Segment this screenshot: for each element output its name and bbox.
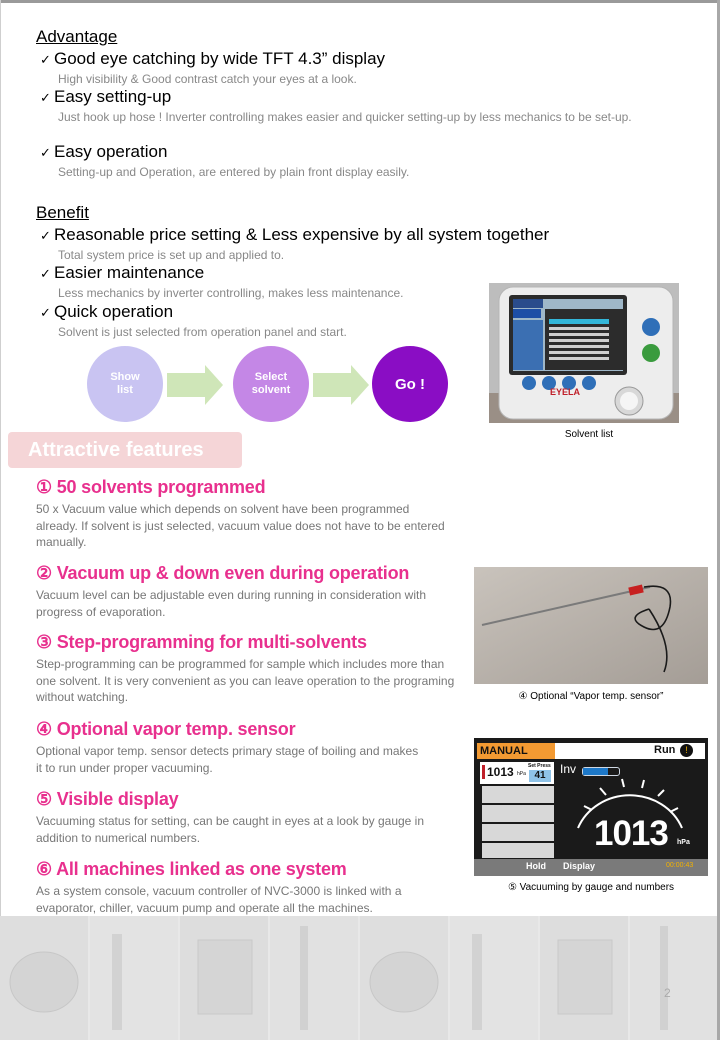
flow-step-text: solvent [251, 384, 291, 396]
feature-item [36, 789, 466, 846]
list-slot [482, 786, 554, 803]
feature-desc: 50 x Vacuum value which depends on solvent have been programmed already. If solvent is just selected, vacuum value does not have to be entered manually. [36, 502, 445, 549]
pressure-unit: hPa [517, 771, 526, 777]
big-pressure-unit: hPa [677, 839, 690, 846]
feature-title: ② Vacuum up & down even during operation [36, 563, 410, 583]
feature-desc: As a system console, vacuum controller of NVC-3000 is linked with a evaporator, chiller, vacuum pump and operate all the machines. [36, 884, 402, 915]
pressure-value: 1013 [487, 765, 514, 779]
page-border-top [0, 0, 720, 3]
status-label: Run [654, 744, 676, 756]
feature-title: ① 50 solvents programmed [36, 477, 266, 497]
advantage-item-head: Easy setting-up [54, 87, 172, 106]
feature-item [36, 563, 466, 620]
flow-step-show-list [87, 346, 163, 422]
attractive-features-banner: Attractive features [8, 432, 242, 468]
advantage-item [40, 49, 640, 88]
benefit-item-desc: Solvent is just selected from operation panel and start. [58, 325, 347, 339]
page-border-left [0, 0, 1, 1040]
flow-step-text: list [117, 384, 133, 396]
feature-item [36, 477, 466, 551]
advantage-item [40, 142, 640, 181]
list-slot [482, 824, 554, 841]
advantage-item-desc: Setting-up and Operation, are entered by plain front display easily. [58, 165, 410, 179]
check-icon: ✓ [40, 90, 51, 105]
benefit-item-desc: Total system price is set up and applied to. [58, 248, 285, 262]
mode-label: MANUAL [477, 743, 558, 759]
check-icon: ✓ [40, 145, 51, 160]
feature-desc: Step-programming can be programmed for sample which includes more than one solvent. It is very convenient as you can leave operation to the programing without watching. [36, 657, 455, 704]
feature-title: ④ Optional vapor temp. sensor [36, 719, 296, 739]
footer-product-photos [0, 916, 717, 1040]
hold-softkey[interactable]: Hold [526, 861, 546, 871]
solvent-list-caption: Solvent list [564, 429, 614, 440]
list-slot [482, 805, 554, 822]
feature-title: ③ Step-programming for multi-solvents [36, 632, 367, 652]
display-softkey[interactable]: Display [563, 861, 596, 871]
check-icon: ✓ [40, 228, 51, 243]
benefit-item-desc: Less mechanics by inverter controlling, makes less maintenance. [58, 286, 404, 300]
flow-step-select-solvent [233, 346, 309, 422]
solvent-list-photo [489, 283, 679, 423]
advantage-item [40, 87, 640, 126]
feature-desc: Vacuum level can be adjustable even during running in consideration with progress of evaporation. [36, 588, 427, 619]
advantage-item-head: Good eye catching by wide TFT 4.3” display [54, 49, 386, 68]
feature-desc: Optional vapor temp. sensor detects primary stage of boiling and makes it to run under proper vacuuming. [36, 744, 419, 775]
pressure-box [480, 762, 554, 784]
flow-step-go [372, 346, 448, 422]
feature-item [36, 719, 466, 776]
flow-step-text: Go ! [395, 375, 425, 393]
list-slot [482, 843, 554, 858]
feature-title: ⑥ All machines linked as one system [36, 859, 347, 879]
check-icon: ✓ [40, 266, 51, 281]
page-number: 2 [664, 986, 671, 1000]
feature-item [36, 859, 466, 916]
vapor-sensor-photo [474, 567, 708, 684]
advantage-item-desc: High visibility & Good contrast catch your eyes at a look. [58, 72, 357, 86]
benefit-item [40, 225, 640, 264]
flow-step-text: Show [110, 371, 140, 383]
inv-label: Inv [560, 762, 577, 776]
brand-logo: EYELA [550, 387, 581, 397]
benefit-item-head: Easier maintenance [54, 263, 205, 282]
set-press-label: Set Press [528, 763, 551, 769]
check-icon: ✓ [40, 52, 51, 67]
benefit-title: Benefit [36, 203, 89, 222]
set-press-value: 41 [529, 770, 551, 782]
benefit-item-head: Reasonable price setting & Less expensive by all system together [54, 225, 550, 244]
info-icon: ! [680, 744, 693, 757]
advantage-item-desc: Just hook up hose ! Inverter controlling makes easier and quicker setting-up by less mechanics to be set-up. [58, 110, 632, 124]
gauge-display [474, 738, 708, 876]
flow-step-text: Select [254, 371, 288, 383]
timer: 00:00:43 [666, 862, 694, 869]
advantage-title: Advantage [36, 27, 118, 46]
flow-arrow-icon [313, 365, 369, 405]
gauge-caption: ⑤ Vacuuming by gauge and numbers [507, 882, 675, 893]
feature-desc: Vacuuming status for setting, can be caught in eyes at a look by gauge in addition to numerical numbers. [36, 814, 425, 845]
big-pressure-value: 1013 [594, 814, 668, 853]
flow-arrow-icon [167, 365, 223, 405]
feature-title: ⑤ Visible display [36, 789, 179, 809]
benefit-item-head: Quick operation [54, 302, 174, 321]
advantage-item-head: Easy operation [54, 142, 168, 161]
vapor-sensor-caption: ④ Optional “Vapor temp. sensor” [518, 691, 664, 702]
check-icon: ✓ [40, 305, 51, 320]
feature-item [36, 632, 466, 706]
